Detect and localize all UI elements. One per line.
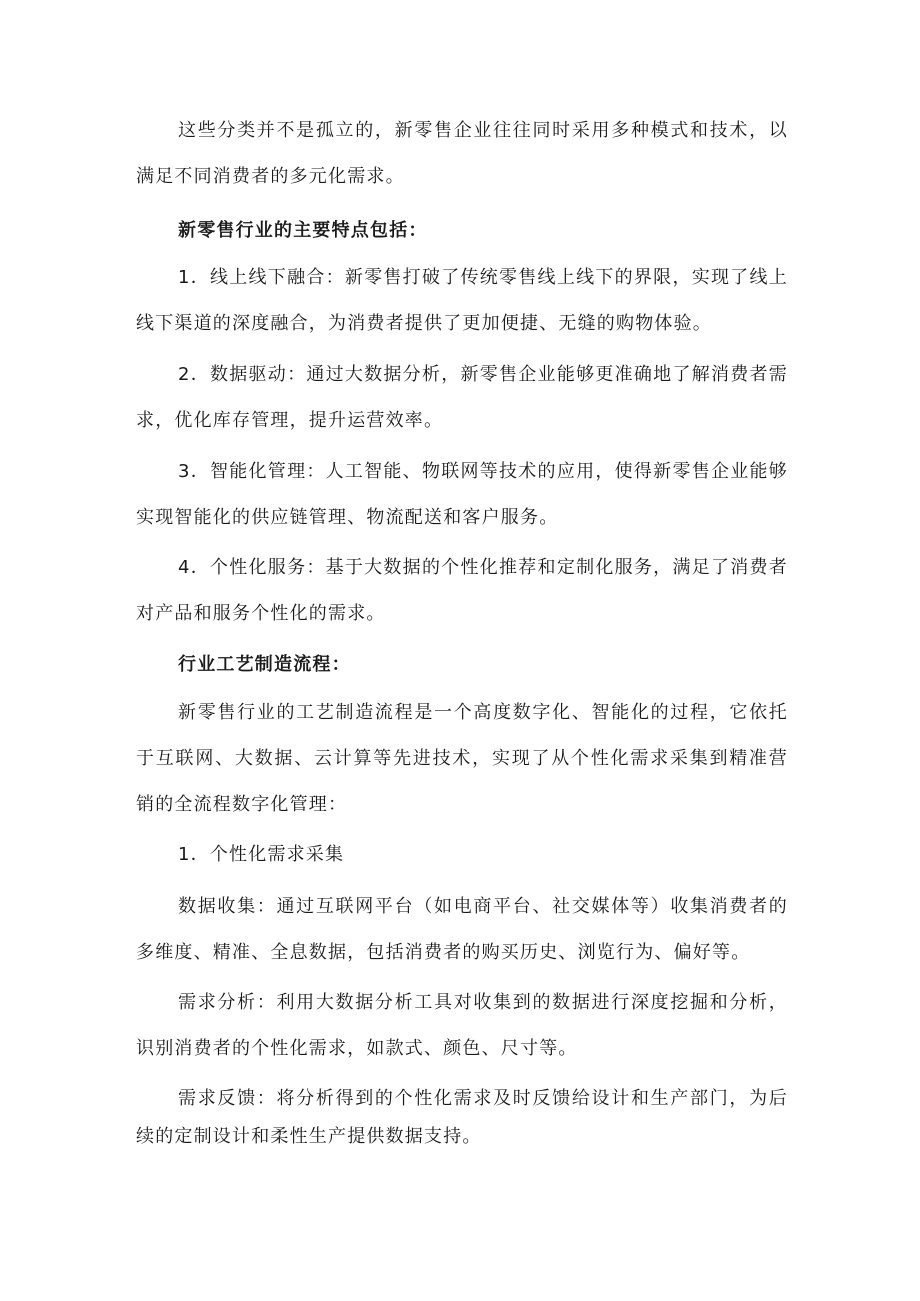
paragraph-data-collection: 数据收集：通过互联网平台（如电商平台、社交媒体等）收集消费者的多维度、精准、全息数据，包括消费者的购买历史、浏览行为、偏好等。	[136, 896, 788, 963]
subheading-demand-collection: 1．个性化需求采集	[178, 844, 345, 865]
list-item-online-offline: 1．线上线下融合：新零售打破了传统零售线上线下的界限，实现了线上线下渠道的深度融合，为消费者提供了更加便捷、无缝的购物体验。	[136, 267, 788, 334]
list-item-smart-management: 3．智能化管理：人工智能、物联网等技术的应用，使得新零售企业能够实现智能化的供应链管理、物流配送和客户服务。	[136, 461, 788, 528]
paragraph-classification-note: 这些分类并不是孤立的，新零售企业往往同时采用多种模式和技术，以满足不同消费者的多元化需求。	[136, 120, 788, 187]
heading-manufacturing-process: 行业工艺制造流程：	[178, 654, 351, 675]
paragraph-demand-analysis: 需求分析：利用大数据分析工具对收集到的数据进行深度挖掘和分析，识别消费者的个性化需求，如款式、颜色、尺寸等。	[136, 992, 788, 1059]
list-item-personalized-service: 4．个性化服务：基于大数据的个性化推荐和定制化服务，满足了消费者对产品和服务个性化的需求。	[136, 557, 788, 624]
paragraph-demand-feedback: 需求反馈：将分析得到的个性化需求及时反馈给设计和生产部门，为后续的定制设计和柔性生产提供数据支持。	[136, 1088, 788, 1147]
paragraph-process-overview: 新零售行业的工艺制造流程是一个高度数字化、智能化的过程，它依托于互联网、大数据、云计算等先进技术，实现了从个性化需求采集到精准营销的全流程数字化管理：	[136, 702, 788, 815]
list-item-data-driven: 2．数据驱动：通过大数据分析，新零售企业能够更准确地了解消费者需求，优化库存管理，提升运营效率。	[136, 364, 788, 431]
heading-main-features: 新零售行业的主要特点包括：	[178, 220, 428, 241]
